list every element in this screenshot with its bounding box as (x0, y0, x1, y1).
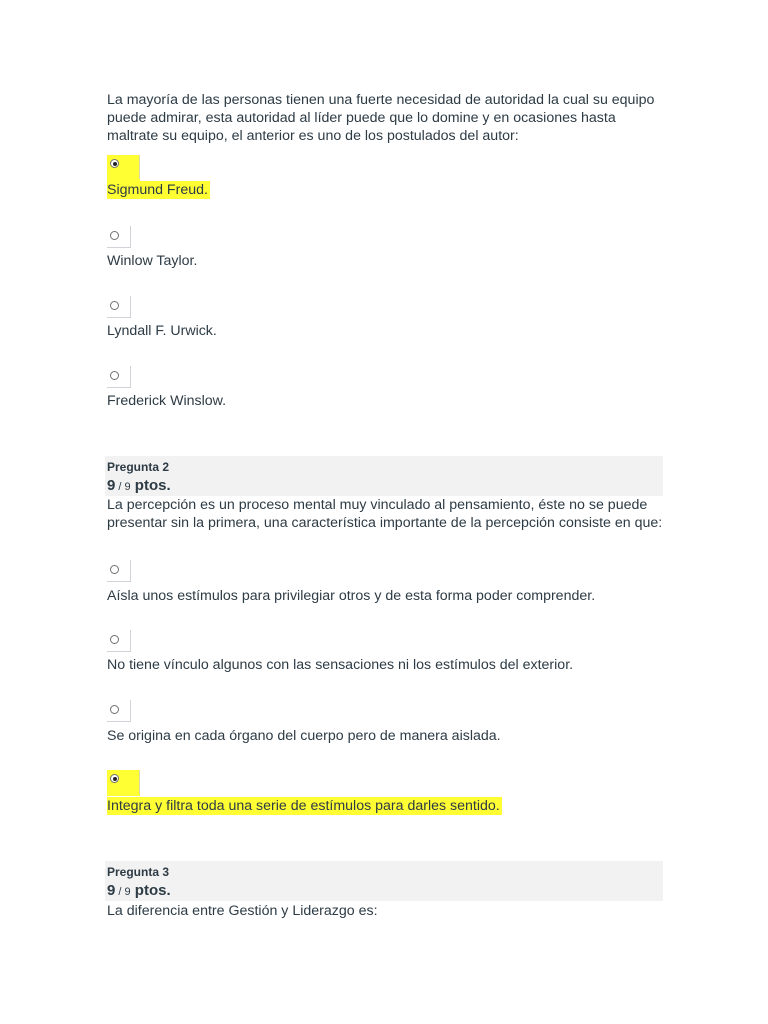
option-1-1-radio[interactable] (107, 155, 140, 181)
option-2-4-radio[interactable] (107, 770, 140, 796)
radio-unselected-icon (110, 301, 119, 310)
option-1-2-radio[interactable] (107, 226, 131, 248)
option-1-1-label: Sigmund Freud. (107, 182, 208, 198)
question-3-points: 9 / 9 ptos. (107, 882, 171, 899)
question-2-title: Pregunta 2 (107, 460, 170, 474)
option-1-2-label: Winlow Taylor. (107, 253, 198, 269)
option-2-2-radio[interactable] (107, 630, 131, 652)
option-2-1-radio[interactable] (107, 560, 131, 582)
question-2-text: La percepción es un proceso mental muy vinculado al pensamiento, éste no se puede presentar sin la primera, una característica importante de la percepción consiste en que: (107, 497, 663, 531)
option-1-4-label: Frederick Winslow. (107, 393, 227, 409)
question-1-text: La mayoría de las personas tienen una fuerte necesidad de autoridad la cual su equipo puede admirar, esta autoridad al líder puede que lo domine y en ocasiones hasta maltrate su equipo, el anterior es uno de los postulados del autor: (107, 92, 655, 144)
radio-selected-icon (110, 159, 119, 168)
question-3-header (105, 861, 663, 901)
radio-selected-icon (110, 774, 119, 783)
question-2-points: 9 / 9 ptos. (107, 477, 171, 494)
radio-unselected-icon (110, 635, 119, 644)
option-1-3-radio[interactable] (107, 296, 131, 318)
radio-unselected-icon (110, 371, 119, 380)
radio-unselected-icon (110, 705, 119, 714)
question-3-title: Pregunta 3 (107, 865, 170, 879)
option-2-2-label: No tiene vínculo algunos con las sensaciones ni los estímulos del exterior. (107, 657, 574, 673)
question-2-header (105, 456, 663, 496)
option-1-3-label: Lyndall F. Urwick. (107, 323, 217, 339)
radio-unselected-icon (110, 231, 119, 240)
radio-unselected-icon (110, 565, 119, 574)
option-2-4-label: Integra y filtra toda una serie de estímulos para darles sentido. (107, 798, 500, 814)
option-2-1-label: Aísla unos estímulos para privilegiar otros y de esta forma poder comprender. (107, 588, 596, 604)
question-3-text: La diferencia entre Gestión y Liderazgo es: (107, 903, 378, 919)
option-2-3-label: Se origina en cada órgano del cuerpo pero de manera aislada. (107, 728, 501, 744)
option-1-4-radio[interactable] (107, 366, 131, 388)
option-2-3-radio[interactable] (107, 700, 131, 722)
